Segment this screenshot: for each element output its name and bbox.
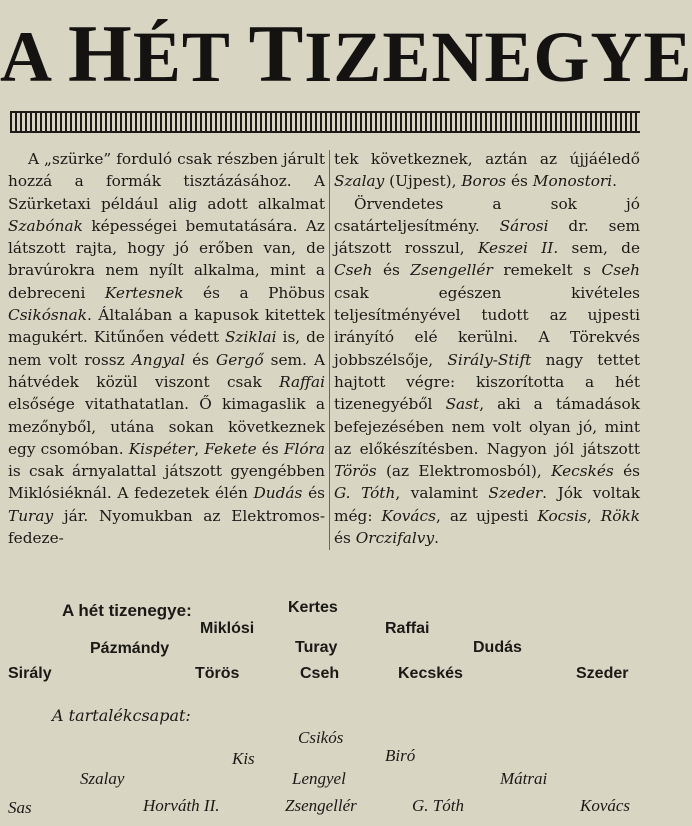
text-run: . xyxy=(434,529,439,548)
reserve-midfielder-right: Mátrai xyxy=(500,769,548,788)
italic-name: Dudás xyxy=(253,484,303,503)
reserve-defender-left: Kis xyxy=(232,749,255,768)
text-run: , valamint xyxy=(395,484,489,503)
text-run: is, de nem volt rossz xyxy=(8,328,325,369)
text-run: elsősége vitathatatlan. Ő kimagaslik a mezőnyből, utána sokan következnek egy csomóban. xyxy=(8,395,325,458)
text-run: és xyxy=(613,462,640,481)
text-run: és a Phöbus xyxy=(183,283,325,302)
text-run: . xyxy=(612,172,618,191)
italic-name: Kocsis xyxy=(537,506,587,525)
text-run: . Általában a kapusok kitettek magukért. Kitűnően védett xyxy=(8,306,325,347)
text-run: , xyxy=(194,439,205,458)
lineup-forward-4: Kecskés xyxy=(398,665,463,682)
reserve-midfielder-center: Lengyel xyxy=(292,769,346,788)
text-run: , xyxy=(586,506,601,525)
text-run: is csak árnyalattal játszott gyengébben Miklósiéknál. A fedezetek élén xyxy=(8,462,325,503)
text-run: (az Elektromosból), xyxy=(376,462,552,481)
reserve-forward-5: Kovács xyxy=(580,796,631,815)
italic-name: Fekete xyxy=(204,439,257,458)
italic-name: Sast xyxy=(445,395,480,414)
italic-name: Rökk xyxy=(600,506,640,525)
text-run: képességei bemutatására. Az látszott rajta, hogy jó erőben van, de bravúrokra nem nyílt alkalma, mint a debreceni xyxy=(8,216,325,302)
italic-name: Sziklai xyxy=(224,328,277,347)
text-run: , aki a támadások befejezésében nem volt olyan jó, mint az előkészítésben. Nagyon jól játszott xyxy=(334,395,640,458)
text-run: és xyxy=(302,484,325,503)
reserve-forward-4: G. Tóth xyxy=(412,796,464,815)
article-column-right xyxy=(334,148,640,549)
article-column-left xyxy=(8,148,325,549)
italic-name: Boros xyxy=(461,172,507,191)
text-run: csak egészen kivételes teljesítményével tudott az ujpesti irányító elé kerülni. A Törekvés jobbszélsője, xyxy=(334,283,640,369)
reserve-forward-3: Zsengellér xyxy=(285,796,357,815)
lineup-midfielder-center: Turay xyxy=(295,639,338,656)
page-title xyxy=(0,8,692,99)
italic-name: Kecskés xyxy=(551,462,614,481)
text-run: remekelt s xyxy=(492,261,602,280)
italic-name: Szabónak xyxy=(8,216,83,235)
text-run: . Jók voltak még: xyxy=(334,484,641,525)
lineup-midfielder-left: Pázmándy xyxy=(90,640,170,657)
text-run: A „szürke” forduló csak részben járult hozzá a formák tisztázásához. A Szürketaxi például alig adott alkalmat xyxy=(8,150,325,213)
text-run: jár. Nyomukban az Elektromos-fedeze- xyxy=(8,506,325,548)
lineup-forward-2: Törös xyxy=(195,665,240,682)
lineup-midfielder-right: Dudás xyxy=(473,639,522,656)
italic-name: Keszei II. xyxy=(478,239,559,258)
italic-name: Monostori xyxy=(532,172,613,191)
reserve-midfielder-left: Szalay xyxy=(80,769,125,788)
italic-name: Törös xyxy=(334,462,377,481)
reserve-forward-1: Sas xyxy=(8,798,32,817)
italic-name: G. Tóth xyxy=(334,484,396,503)
italic-name: Gergő xyxy=(216,350,264,369)
lineup-forward-3: Cseh xyxy=(300,665,340,682)
text-run: sem, de xyxy=(558,239,641,258)
title-word-a: A xyxy=(0,17,50,97)
italic-name: Turay xyxy=(8,506,54,525)
text-run: , az ujpesti xyxy=(435,506,538,525)
text-run: tek következnek, aztán az újjáéledő xyxy=(334,150,640,168)
text-run: és xyxy=(372,261,411,280)
italic-name: Cseh xyxy=(601,261,640,280)
text-run: nagy tettet hajtott végre: kiszorította a hét tizenegyéből xyxy=(334,350,640,414)
italic-name: Cseh xyxy=(334,261,373,280)
text-run: és xyxy=(256,439,284,458)
italic-name: Kovács xyxy=(381,506,436,525)
title-het-rest: ÉT xyxy=(132,17,230,97)
reserve-goalkeeper: Csikós xyxy=(298,728,344,747)
lineup-heading: A hét tizenegye: xyxy=(62,601,192,620)
italic-name: Flóra xyxy=(283,439,325,458)
text-run: (Ujpest), xyxy=(384,172,462,191)
column-divider xyxy=(329,150,330,550)
reserve-forward-2: Horváth II. xyxy=(143,796,220,815)
lineup-forward-1: Sirály xyxy=(8,665,52,682)
title-tizenegye-cap: T xyxy=(248,8,305,99)
reserve-heading: A tartalékcsapat: xyxy=(52,706,191,725)
lineup-defender-left: Miklósi xyxy=(200,620,255,637)
italic-name: Orczifalvy xyxy=(355,529,435,548)
text-run: és xyxy=(185,350,217,369)
lineup-defender-right: Raffai xyxy=(385,620,430,637)
italic-name: Zsengellér xyxy=(410,261,493,280)
text-run: és xyxy=(334,529,356,548)
lineup-forward-5: Szeder xyxy=(576,665,629,682)
title-tizenegye-rest: IZENEGYE xyxy=(304,17,692,97)
text-run: sem. A hátvédek közül viszont csak xyxy=(8,350,325,391)
paragraph-2 xyxy=(334,193,640,550)
text-run: dr. sem játszott rosszul, xyxy=(334,216,641,258)
paragraph-1-continued xyxy=(334,148,640,193)
italic-name: Kispéter xyxy=(128,439,195,458)
text-run: és xyxy=(506,172,533,191)
title-het-cap: H xyxy=(68,8,133,99)
italic-name: Raffai xyxy=(279,372,325,391)
italic-name: Angyal xyxy=(131,350,186,369)
italic-name: Sirály-Stift xyxy=(447,350,532,369)
italic-name: Kertesnek xyxy=(104,283,184,302)
text-run: Örvendetes a sok jó csatárteljesítmény. xyxy=(334,194,640,235)
italic-name: Szeder xyxy=(488,484,543,503)
paragraph-1 xyxy=(8,148,325,549)
lineup-goalkeeper: Kertes xyxy=(288,599,338,616)
italic-name: Szalay xyxy=(334,172,385,191)
reserve-defender-right: Biró xyxy=(385,746,416,765)
italic-name: Sárosi xyxy=(499,216,549,235)
italic-name: Csikósnak xyxy=(8,306,88,325)
title-decorative-rule xyxy=(10,111,640,133)
